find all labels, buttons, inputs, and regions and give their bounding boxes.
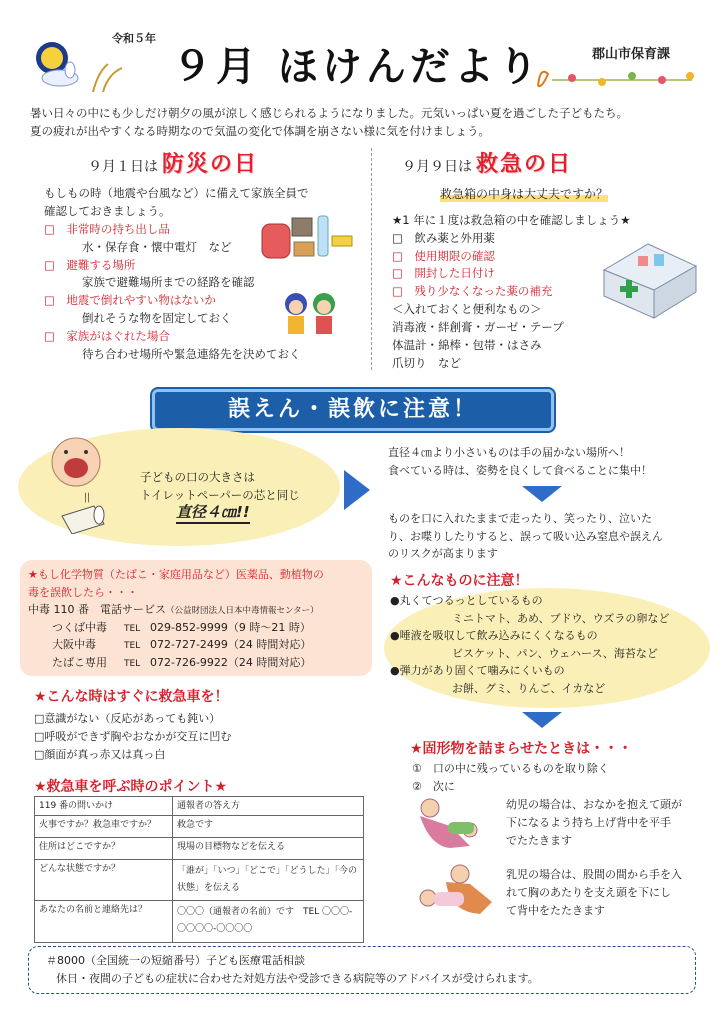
- first-aid-box-illustration: [598, 240, 702, 320]
- emergency-item: □ 開封した日付け: [392, 266, 495, 281]
- caution-item-head: ●唾液を吸収して飲み込みにくくなるもの: [390, 629, 598, 643]
- table-cell: 火事ですか？救急車ですか？: [35, 816, 173, 838]
- choking-banner: 誤えん・誤飲に注意！: [152, 389, 554, 431]
- poison-line: 大阪中毒 TEL 072-727-2499（24 時間対応）: [52, 638, 312, 652]
- choke-step: ① 口の中に残っているものを取り除く: [412, 762, 609, 775]
- ambulance-now-item: □呼吸ができず胸やおなかが交互に凹む: [34, 730, 232, 744]
- mouth-diameter: 直径４㎝!!: [176, 502, 250, 524]
- table-cell: 住所はどこですか？: [35, 838, 173, 860]
- ambulance-now-item: □顔面が真っ赤又は真っ白: [34, 748, 166, 762]
- caution-heading: ★こんなものに注意！: [390, 573, 529, 589]
- first-aid-kit-icon: [598, 240, 702, 320]
- disaster-day-heading: [88, 150, 258, 180]
- disaster-item-head: □ 地震で倒れやすい物はないか: [44, 293, 216, 308]
- mouth-size-text: [140, 468, 300, 505]
- emergency-day-name: 救急の日: [476, 152, 573, 177]
- advice-line: 直径４㎝より小さいものは手の届かない場所へ！: [388, 446, 630, 459]
- emergency-item: □ 使用期限の確認: [392, 248, 495, 263]
- caution-item-detail: ミニトマト、あめ、ブドウ、ウズラの卵など: [452, 611, 670, 625]
- ambulance-now-heading: ★こんな時はすぐに救急車を！: [34, 689, 229, 705]
- moon-rabbit-icon: [30, 40, 88, 88]
- adult-holding-infant-icon: [410, 862, 494, 918]
- footer-line: ＃8000（全国統一の短縮番号）子ども医療電話相談: [46, 954, 305, 967]
- header-decoration-notes: [532, 64, 702, 92]
- header-decoration-grass: [88, 62, 128, 92]
- arrow-down-icon: [522, 486, 562, 502]
- toilet-roll-illustration: [58, 504, 108, 534]
- emergency-kit-illustration: [258, 212, 356, 262]
- emergency-day-subtitle: 救急箱の中身は大丈夫ですか？: [440, 187, 609, 201]
- children-helmets-icon: [280, 290, 342, 336]
- emergency-item: □ 残り少なくなった薬の補充: [392, 284, 553, 299]
- footer-consultation-text: [46, 952, 539, 987]
- ambulance-now-list: [34, 710, 231, 764]
- handy-item: 爪切り など: [392, 355, 461, 370]
- choke-heading: ★固形物を詰まらせたときは・・・: [410, 741, 633, 757]
- poison-line: つくば中毒 TEL 029-852-9999（9 時～21 時）: [52, 620, 311, 634]
- table-cell: 現場の目標物などを伝える: [173, 838, 364, 860]
- header-decoration-moon: [30, 40, 88, 88]
- advice-line: のリスクが高まります: [388, 547, 498, 561]
- toddler-text: [506, 796, 682, 850]
- emergency-checklist: [392, 212, 631, 372]
- advice-top: [388, 444, 652, 479]
- handy-heading: ＜入れておくと便利なもの＞: [392, 302, 542, 317]
- caution-item-detail: お餅、グミ、りんご、イカなど: [452, 681, 606, 695]
- poison-info: [28, 566, 324, 672]
- advice-line: り、お喋りしたりすると、誤って吸い込み窒息や誤えん: [388, 529, 663, 543]
- infant-text: [506, 866, 682, 920]
- advice-line: 食べている時は、姿勢を良くして食べることに集中！: [388, 463, 652, 477]
- table-row: [35, 901, 364, 942]
- caution-item-detail: ビスケット、パン、ウェハース、海苔など: [452, 646, 658, 660]
- call-points-heading: ★救急車を呼ぶ時のポイント★: [34, 779, 228, 795]
- table-header-cell: 119 番の問いかけ: [35, 797, 173, 816]
- choke-steps: [412, 760, 609, 796]
- music-notes-flowers-icon: [532, 64, 702, 92]
- handy-item: 消毒液・絆創膏・ガーゼ・テープ: [392, 319, 564, 334]
- organization-name: 郡山市保育課: [592, 47, 671, 62]
- disaster-item-head: □ 避難する場所: [44, 257, 136, 272]
- page-title: ９月 ほけんだより: [172, 44, 542, 90]
- ambulance-now-item: □意識がない（反応があっても鈍い）: [34, 712, 221, 725]
- table-cell: 〇〇〇（通報者の名前）です TEL 〇〇〇-〇〇〇〇-〇〇〇〇: [173, 901, 364, 942]
- choke-toddler-line: 幼児の場合は、おなかを抱えて頭が: [506, 798, 682, 811]
- era-label: 令和５年: [112, 32, 156, 45]
- intro-line: 夏の疲れが出やすくなる時期なので気温の変化で体調を崩さない様に気を付けましょう。: [30, 124, 490, 139]
- table-header-row: [35, 797, 364, 816]
- mouth-line: 子どもの口の大きさは: [140, 470, 255, 484]
- poison-heading: ★もし化学物質（たばこ・家庭用品など）医薬品、動植物の: [28, 568, 324, 581]
- disaster-lead-line: 確認しておきましょう。: [44, 204, 171, 219]
- toilet-paper-core-icon: [58, 504, 108, 534]
- backpack-supplies-icon: [258, 212, 356, 262]
- choke-toddler-line: 下になるよう持ち上げ背中を平手: [506, 816, 671, 830]
- choke-toddler-line: でたたきます: [506, 834, 572, 848]
- call-points-table: [34, 796, 364, 943]
- choke-infant-line: れて胸のあたりを支え頭を下にし: [506, 886, 671, 900]
- emergency-lead: ★1 年に１度は救急箱の中を確認しましょう★: [392, 213, 631, 227]
- disaster-item-detail: 倒れそうな物を固定しておく: [82, 311, 232, 326]
- advice-mid: [388, 510, 663, 563]
- poison-heading: 毒を誤飲したら・・・: [28, 585, 138, 599]
- table-row: [35, 860, 364, 901]
- disaster-day-date: ９月１日は: [88, 159, 158, 175]
- advice-line: ものを口に入れたままで走ったり、笑ったり、泣いた: [388, 512, 652, 525]
- infant-illustration: [410, 862, 494, 918]
- arrow-right-icon: [344, 470, 370, 510]
- disaster-item-head: □ 家族がはぐれた場合: [44, 328, 170, 343]
- poison-service: 中毒 110 番 電話サービス（公益財団法人日本中毒情報センター）: [28, 603, 319, 617]
- arrow-down-icon: [522, 712, 562, 728]
- toddler-illustration: [410, 796, 494, 850]
- emergency-item: □ 飲み薬と外用薬: [392, 230, 495, 245]
- table-cell: あなたの名前と連絡先は？: [35, 901, 173, 942]
- choke-infant-line: 乳児の場合は、股間の間から手を入: [506, 868, 682, 881]
- disaster-item-detail: 家族で避難場所までの経路を確認: [82, 275, 255, 290]
- table-row: [35, 838, 364, 860]
- table-header-cell: 通報者の答え方: [173, 797, 364, 816]
- adult-holding-toddler-icon: [410, 796, 494, 850]
- disaster-item-detail: 待ち合わせ場所や緊急連絡先を決めておく: [82, 346, 301, 361]
- disaster-lead-line: もしもの時（地震や台風など）に備えて家族全員で: [44, 186, 309, 200]
- intro-line: 暑い日々の中にも少しだけ朝夕の風が涼しく感じられるようになりました。元気いっぱい夏を過ごした子どもたち。: [30, 106, 628, 120]
- intro-text: [30, 104, 710, 141]
- child-open-mouth-icon: [40, 436, 110, 488]
- table-cell: 「誰が」「いつ」「どこで」「どうした」「今の状態」を伝える: [173, 860, 364, 901]
- disaster-day-name: 防災の日: [162, 152, 259, 177]
- section-divider: [371, 148, 372, 370]
- table-cell: 救急です: [173, 816, 364, 838]
- equals-sign: ＝: [77, 490, 94, 505]
- table-row: [35, 816, 364, 838]
- mouth-line: トイレットペーパーの芯と同じ: [140, 488, 300, 503]
- susuki-grass-icon: [88, 62, 128, 92]
- child-face-illustration: [40, 436, 110, 488]
- disaster-item-head: □ 非常時の持ち出し品: [44, 222, 170, 236]
- emergency-day-date: ９月９日は: [402, 159, 472, 175]
- caution-item-head: ●丸くてつるっとしているもの: [390, 594, 543, 607]
- footer-line: 休日・夜間の子どもの症状に合わせた対処方法や受診できる病院等のアドバイスが受けられます。: [56, 971, 539, 985]
- caution-item-head: ●弾力があり固くて噛みにくいもの: [390, 664, 565, 678]
- disaster-item-detail: 水・保存食・懐中電灯 など: [82, 239, 232, 254]
- caution-list: [390, 592, 669, 698]
- poison-line: たばこ専用 TEL 072-726-9922（24 時間対応）: [52, 655, 312, 669]
- choke-step: ② 次に: [412, 780, 455, 794]
- children-illustration: [280, 290, 342, 336]
- table-cell: どんな状態ですか？: [35, 860, 173, 901]
- emergency-day-heading: [402, 150, 572, 180]
- choke-infant-line: て背中をたたきます: [506, 904, 605, 918]
- handy-item: 体温計・綿棒・包帯・はさみ: [392, 337, 542, 352]
